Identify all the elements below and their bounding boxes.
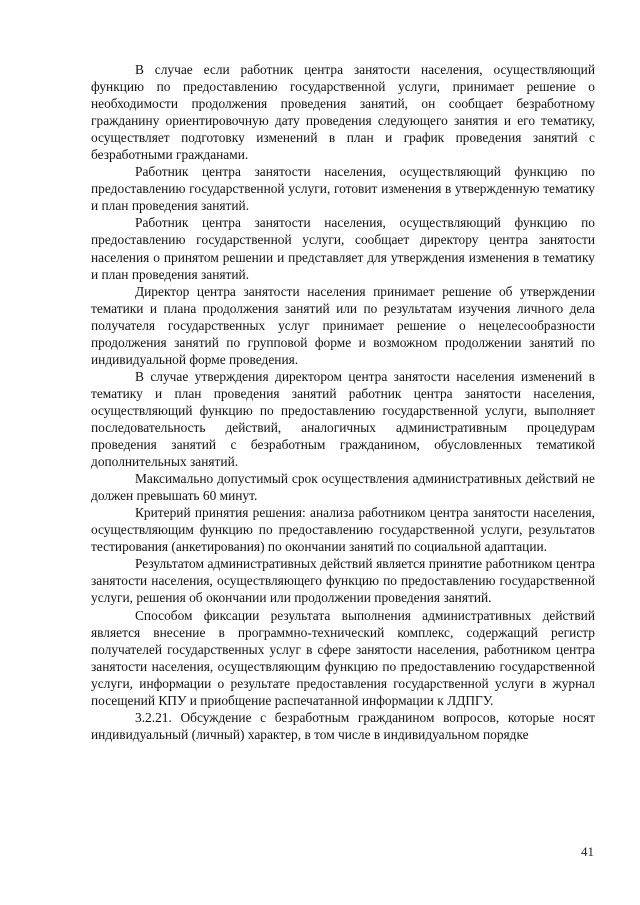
paragraph-7: Критерий принятия решения: анализа работником центра занятости населения, осуществляющим функцию по предоставлению государственной услуги, результатов тестирования (анкетирования) по окончании занятий по социальной адаптации. <box>91 505 595 555</box>
paragraph-10: 3.2.21. Обсуждение с безработным гражданином вопросов, которые носят индивидуальный (личный) характер, в том числе в индивидуальном порядке <box>91 709 595 742</box>
paragraph-5: В случае утверждения директором центра занятости населения изменений в тематику и план проведения занятий работник центра занятости населения, осуществляющий функцию по предоставлению государственной услуги, выполняет последовательность действий, аналогичных административным процедурам проведения занятий с безработным гражданином, обусловленных тематикой дополнительных занятий. <box>91 368 595 470</box>
page-number: 41 <box>581 844 594 859</box>
paragraph-3: Работник центра занятости населения, осуществляющий функцию по предоставлению государственной услуги, сообщает директору центра занятости населения о принятом решении и представляет для утверждения изменения в тематику и план проведения занятий. <box>91 215 595 282</box>
paragraph-4: Директор центра занятости населения принимает решение об утверждении тематики и плана продолжения занятий или по результатам изучения личного дела получателя государственных услуг принимает решение о нецелесообразности продолжения занятий по групповой форме и возможном продолжении занятий по индивидуальной форме проведения. <box>91 283 595 367</box>
paragraph-8: Результатом административных действий является принятие работником центра занятости населения, осуществляющего функцию по предоставлению государственной услуги, решения об окончании или продолжении проведения занятий. <box>91 556 595 606</box>
paragraph-1: В случае если работник центра занятости населения, осуществляющий функцию по предоставлению государственной услуги, принимает решение о необходимости продолжения проведения занятий, он сообщает безработному гражданину ориентировочную дату проведения следующего занятия и его тематику, осуществляет подготовку изменений в план и график проведения занятий с безработными гражданами. <box>91 62 595 163</box>
document-body <box>91 61 595 743</box>
paragraph-9: Способом фиксации результата выполнения административных действий является внесение в программно-технический комплекс, содержащий регистр получателей государственных услуг в сфере занятости населения, работником центра занятости населения, осуществляющим функцию по предоставлению государственной услуги, информации о результате предоставления государственной услуги в журнал посещений КПУ и приобщение распечатанной информации к ЛДПГУ. <box>91 607 595 708</box>
paragraph-6: Максимально допустимый срок осуществления административных действий не должен превышать 60 минут. <box>91 471 595 504</box>
paragraph-2: Работник центра занятости населения, осуществляющий функцию по предоставлению государственной услуги, готовит изменения в утвержденную тематику и план проведения занятий. <box>91 164 595 214</box>
